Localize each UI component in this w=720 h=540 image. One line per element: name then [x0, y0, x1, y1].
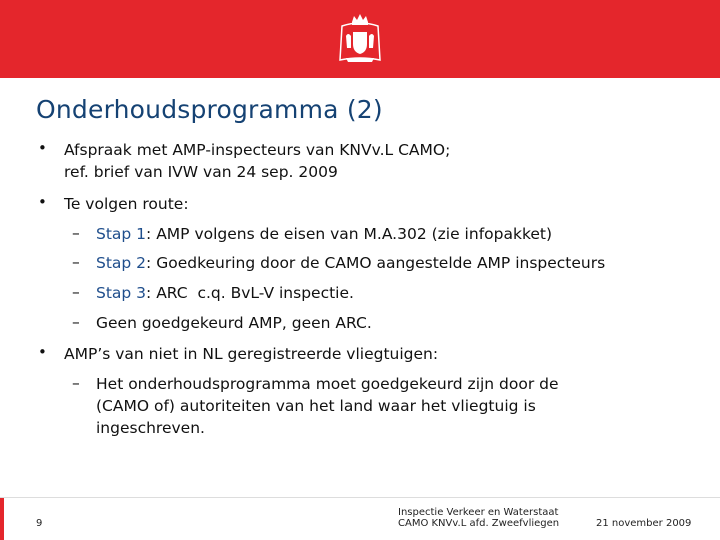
bullet-foreign-amp: AMP’s van niet in NL geregistreerde vliegtuigen:	[64, 345, 439, 363]
route-step-1-label: Stap 1	[96, 225, 147, 243]
bullet-afspraak-line1: Afspraak met AMP-inspecteurs van KNVv.L CAMO;	[64, 141, 451, 159]
bullet-marker: •	[38, 193, 47, 211]
foreign-line3: ingeschreven.	[96, 419, 205, 437]
bullet-marker: •	[38, 139, 47, 157]
route-no-amp: Geen goedgekeurd AMP, geen ARC.	[96, 314, 372, 332]
header-bar	[0, 0, 720, 78]
route-step-3-label: Stap 3	[96, 284, 147, 302]
coat-of-arms-icon	[336, 12, 384, 68]
foreign-line2: (CAMO of) autoriteiten van het land waar het vliegtuig is	[96, 397, 536, 415]
route-step-1-text: : AMP volgens de eisen van M.A.302 (zie infopakket)	[146, 225, 553, 243]
dash-marker: –	[72, 374, 80, 392]
foreign-line1: Het onderhoudsprogramma moet goedgekeurd zijn door de	[96, 375, 559, 393]
route-step-3	[96, 283, 354, 303]
dash-marker: –	[72, 313, 80, 331]
route-step-2	[96, 253, 605, 273]
footer-accent	[0, 498, 4, 540]
page-number: 9	[36, 518, 43, 529]
dash-marker: –	[72, 253, 80, 271]
bullet-afspraak-line2: ref. brief van IVW van 24 sep. 2009	[64, 163, 338, 181]
footer-org-line1: Inspectie Verkeer en Waterstaat	[398, 507, 559, 518]
route-step-2-text: : Goedkeuring door de CAMO aangestelde AMP inspecteurs	[146, 254, 606, 272]
bullet-route: Te volgen route:	[64, 195, 189, 213]
slide-title: Onderhoudsprogramma (2)	[36, 95, 383, 124]
dash-marker: –	[72, 283, 80, 301]
route-step-2-label: Stap 2	[96, 254, 147, 272]
route-step-1	[96, 224, 552, 244]
footer-date: 21 november 2009	[596, 518, 692, 529]
bullet-marker: •	[38, 343, 47, 361]
footer-org-line2: CAMO KNVv.L afd. Zweefvliegen	[398, 518, 560, 529]
dash-marker: –	[72, 224, 80, 242]
footer-divider	[0, 497, 720, 498]
route-step-3-text: : ARC c.q. BvL-V inspectie.	[146, 284, 354, 302]
